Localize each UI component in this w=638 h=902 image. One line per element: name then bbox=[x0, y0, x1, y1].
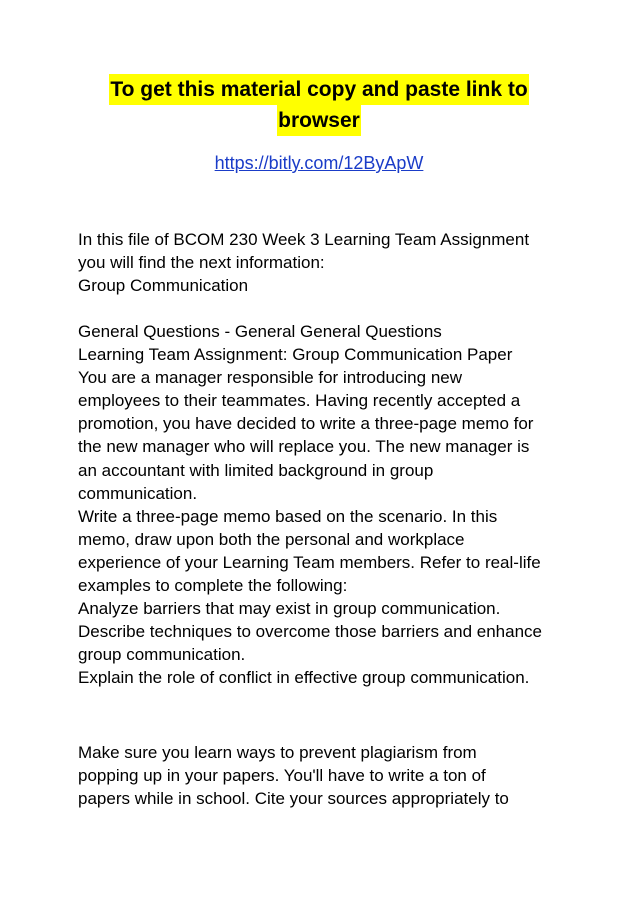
text-line: papers while in school. Cite your sources appropriately to bbox=[78, 789, 509, 809]
material-link[interactable]: https://bitly.com/12ByApW bbox=[214, 153, 424, 173]
text-line: memo, draw upon both the personal and workplace bbox=[78, 529, 465, 549]
text-line: General Questions - General General Questions bbox=[78, 322, 442, 341]
text-line: the new manager who will replace you. The new manager is bbox=[78, 437, 530, 457]
footer-note-paragraph bbox=[78, 741, 578, 810]
assignment-paragraph bbox=[78, 320, 578, 690]
text-line: popping up in your papers. You'll have to write a ton of bbox=[78, 766, 486, 786]
text-line: Group Communication bbox=[78, 276, 249, 296]
text-line: In this file of BCOM 230 Week 3 Learning Team Assignment bbox=[78, 230, 530, 249]
intro-paragraph bbox=[78, 228, 578, 297]
text-line: examples to complete the following: bbox=[78, 576, 348, 596]
text-line: you will find the next information: bbox=[78, 253, 325, 273]
text-line: Analyze barriers that may exist in group communication. bbox=[78, 599, 501, 619]
text-line: Describe techniques to overcome those barriers and enhance bbox=[78, 622, 542, 642]
text-line: promotion, you have decided to write a three-page memo for bbox=[78, 414, 534, 434]
title-line-1: To get this material copy and paste link to bbox=[109, 74, 528, 105]
text-line: Write a three-page memo based on the scenario. In this bbox=[78, 506, 498, 526]
text-line: experience of your Learning Team members. Refer to real-life bbox=[78, 552, 541, 572]
text-line: Learning Team Assignment: Group Communication Paper bbox=[78, 345, 513, 365]
text-line: employees to their teammates. Having recently accepted a bbox=[78, 391, 521, 411]
text-line: an accountant with limited background in group bbox=[78, 460, 434, 480]
text-line: Make sure you learn ways to prevent plagiarism from bbox=[78, 743, 477, 762]
text-line: You are a manager responsible for introducing new bbox=[78, 368, 463, 388]
text-line: group communication. bbox=[78, 645, 246, 665]
text-line: Explain the role of conflict in effective group communication. bbox=[78, 668, 530, 688]
title-block bbox=[0, 74, 638, 136]
text-line: communication. bbox=[78, 483, 198, 503]
title-line-2: browser bbox=[277, 105, 361, 136]
